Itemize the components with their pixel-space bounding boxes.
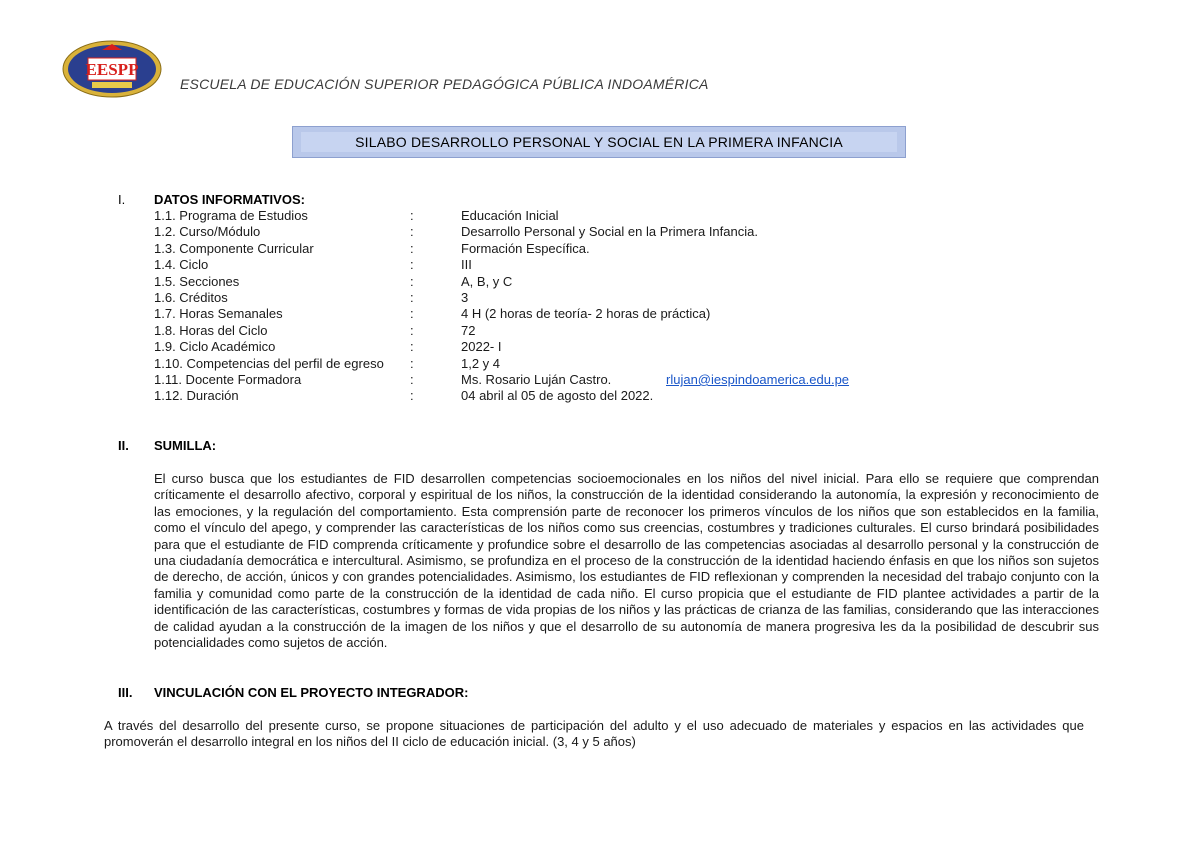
- section-3-heading: VINCULACIÓN CON EL PROYECTO INTEGRADOR:: [154, 685, 469, 700]
- info-value: Desarrollo Personal y Social en la Primera Infancia.: [461, 224, 758, 240]
- title-box: [292, 126, 906, 158]
- logo-text: EESPP: [85, 60, 139, 79]
- info-label: 1.12. Duración: [154, 388, 239, 404]
- sumilla-paragraph: El curso busca que los estudiantes de FID desarrollen competencias socioemocionales en los niños del nivel inicial. Para ello se requiere que comprendan críticamente el desarrollo afectivo, corporal y espiritual de los niños, la construcción de la identidad considerando la autonomía, la expresión y reconocimiento de las emociones, y la regulación del comportamiento. Esta comprensión parte de reconocer los primeros vínculos de los niños que son establecidos en la familia, como el vínculo del apego, y comprender las características de los niños como sus creencias, costumbres y tradiciones culturales. El curso brindará posibilidades para que el estudiante de FID comprenda críticamente y profundice sobre el desarrollo de las competencias asociadas al desarrollo personal y la construcción de una ciudadanía democrática e intercultural. Asimismo, se profundiza en el proceso de la construcción de la identidad haciendo énfasis en que los niños son sujetos de derecho, de acción, únicos y con grandes potencialidades. Asimismo, los estudiantes de FID reflexionan y comprenden la necesidad del trabajo conjunto con la familia y comunidad como parte de la construcción de la identidad de cada niño. El curso propicia que el estudiante de FID plantee actividades a partir de la identificación de las características, costumbres y formas de vida propias de los niños y las prácticas de crianza de las familias, considerando que las interacciones de calidad ayudan a la construcción de la imagen de los niños y que el desarrollo de su autonomía de manera progresiva les da la posibilidad de descubrir sus potencialidades como sujetos de acción.: [154, 471, 1099, 651]
- info-value: 4 H (2 horas de teoría- 2 horas de práctica): [461, 306, 711, 322]
- info-label: 1.5. Secciones: [154, 273, 240, 289]
- info-label: 1.2. Curso/Módulo: [154, 224, 261, 240]
- section-2-number: II.: [118, 438, 129, 453]
- info-separator: :: [410, 306, 414, 322]
- info-value: Educación Inicial: [461, 208, 559, 223]
- section-1-heading: DATOS INFORMATIVOS:: [154, 192, 305, 207]
- section-1-number: I.: [118, 192, 126, 207]
- info-label: 1.9. Ciclo Académico: [154, 339, 276, 355]
- section-2-heading: SUMILLA:: [154, 438, 217, 453]
- info-separator: :: [410, 322, 414, 338]
- school-name: ESCUELA DE EDUCACIÓN SUPERIOR PEDAGÓGICA PÚBLICA INDOAMÉRICA: [180, 76, 709, 92]
- info-separator: :: [410, 339, 414, 355]
- info-separator: :: [410, 224, 414, 240]
- info-value: 1,2 y 4: [461, 355, 501, 371]
- info-separator: :: [410, 372, 414, 387]
- title-inner: [301, 132, 897, 152]
- info-separator: :: [410, 240, 414, 256]
- info-label: 1.6. Créditos: [154, 290, 228, 305]
- info-separator: :: [410, 208, 414, 223]
- email-link[interactable]: rlujan@iespindoamerica.edu.pe: [666, 372, 850, 387]
- info-value: 04 abril al 05 de agosto del 2022.: [461, 388, 654, 404]
- info-label: 1.11. Docente Formadora: [154, 372, 302, 387]
- info-value: III: [461, 257, 472, 273]
- info-separator: :: [410, 290, 414, 305]
- info-label: 1.7. Horas Semanales: [154, 306, 283, 322]
- info-value: Ms. Rosario Luján Castro.: [461, 372, 612, 387]
- info-label: 1.1. Programa de Estudios: [154, 208, 308, 223]
- info-separator: :: [410, 257, 414, 273]
- info-separator: :: [410, 273, 414, 289]
- info-value: A, B, y C: [461, 273, 513, 289]
- school-logo: [62, 40, 162, 98]
- info-value: Formación Específica.: [461, 240, 590, 256]
- info-value: 2022- I: [461, 339, 502, 355]
- document-title: SILABO DESARROLLO PERSONAL Y SOCIAL EN LA PRIMERA INFANCIA: [355, 134, 843, 150]
- info-value: 3: [461, 290, 469, 305]
- info-separator: :: [410, 388, 414, 404]
- info-label: 1.8. Horas del Ciclo: [154, 322, 268, 338]
- info-separator: :: [410, 355, 414, 371]
- info-label: 1.3. Componente Curricular: [154, 240, 314, 256]
- proyecto-integrador-paragraph: A través del desarrollo del presente curso, se propone situaciones de participación del adulto y el uso adecuado de materiales y espacios en las actividades que promoverán el desarrollo integral en los niños del II ciclo de educación inicial. (3, 4 y 5 años): [104, 718, 1084, 750]
- info-label: 1.10. Competencias del perfil de egreso: [154, 355, 384, 371]
- info-value: 72: [461, 322, 476, 338]
- section-3-number: III.: [118, 685, 133, 700]
- info-label: 1.4. Ciclo: [154, 257, 209, 273]
